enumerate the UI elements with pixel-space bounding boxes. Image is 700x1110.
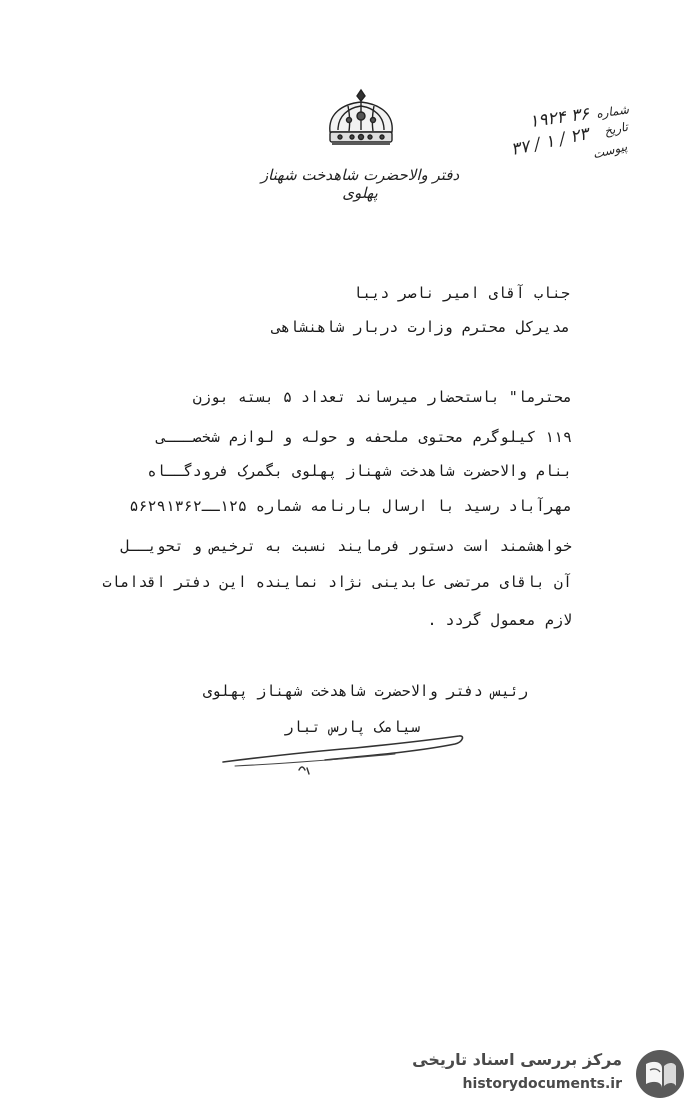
body-line: مهرآباد رسید با ارسال بارنامه شماره ۱۲۵ــ۵۶۲۹۱۳۶۲	[129, 497, 572, 515]
body-line: آن باقای مرتضی عابدینی نژاد نماینده این دفتر اقدامات	[102, 573, 572, 591]
body-line: لازم معمول گردد .	[427, 611, 572, 629]
reference-date-value: ۲۳ / ۱ / ۳۷	[509, 124, 591, 161]
reference-date-label: تاریخ	[602, 119, 630, 139]
watermark-title: مرکز بررسی اسناد تاریخی	[412, 1050, 622, 1069]
body-line: ۱۱۹ کیلوگرم محتوی ملحفه و حوله و لوازم شخصـــی	[156, 428, 572, 446]
reference-number-label: شماره	[595, 102, 630, 121]
crown-emblem-icon	[320, 86, 402, 156]
signatory-name: سیامک پارس تبار	[284, 718, 420, 736]
reference-number-value: ۳۶ ۱۹۲۴	[528, 103, 591, 133]
book-logo-icon	[634, 1048, 686, 1100]
recipient-title: مدیرکل محترم وزارت دربار شاهنشاهی	[271, 318, 570, 336]
reference-attachment-label: پیوست	[591, 139, 629, 162]
signatory-title: رئیس دفتر والاحضرت شاهدخت شهناز پهلوی	[202, 682, 528, 700]
archive-watermark	[412, 1048, 692, 1100]
handwritten-signature	[215, 722, 475, 782]
body-line: خواهشمند است دستور فرمایند نسبت به ترخیص و تحویــل	[120, 537, 572, 555]
watermark-url: historydocuments.ir	[462, 1076, 622, 1092]
reference-block	[490, 102, 630, 178]
office-title: دفتر والاحضرت شاهدخت شهناز پهلوی	[260, 166, 460, 202]
body-line: محترما" باستحضار میرساند تعداد ۵ بسته بوزن	[192, 388, 572, 406]
body-line: بنام والاحضرت شاهدخت شهناز پهلوی بگمرک فرودگــاه	[147, 462, 572, 480]
recipient-name: جناب آقای امیر ناصر دیبا	[353, 284, 570, 302]
